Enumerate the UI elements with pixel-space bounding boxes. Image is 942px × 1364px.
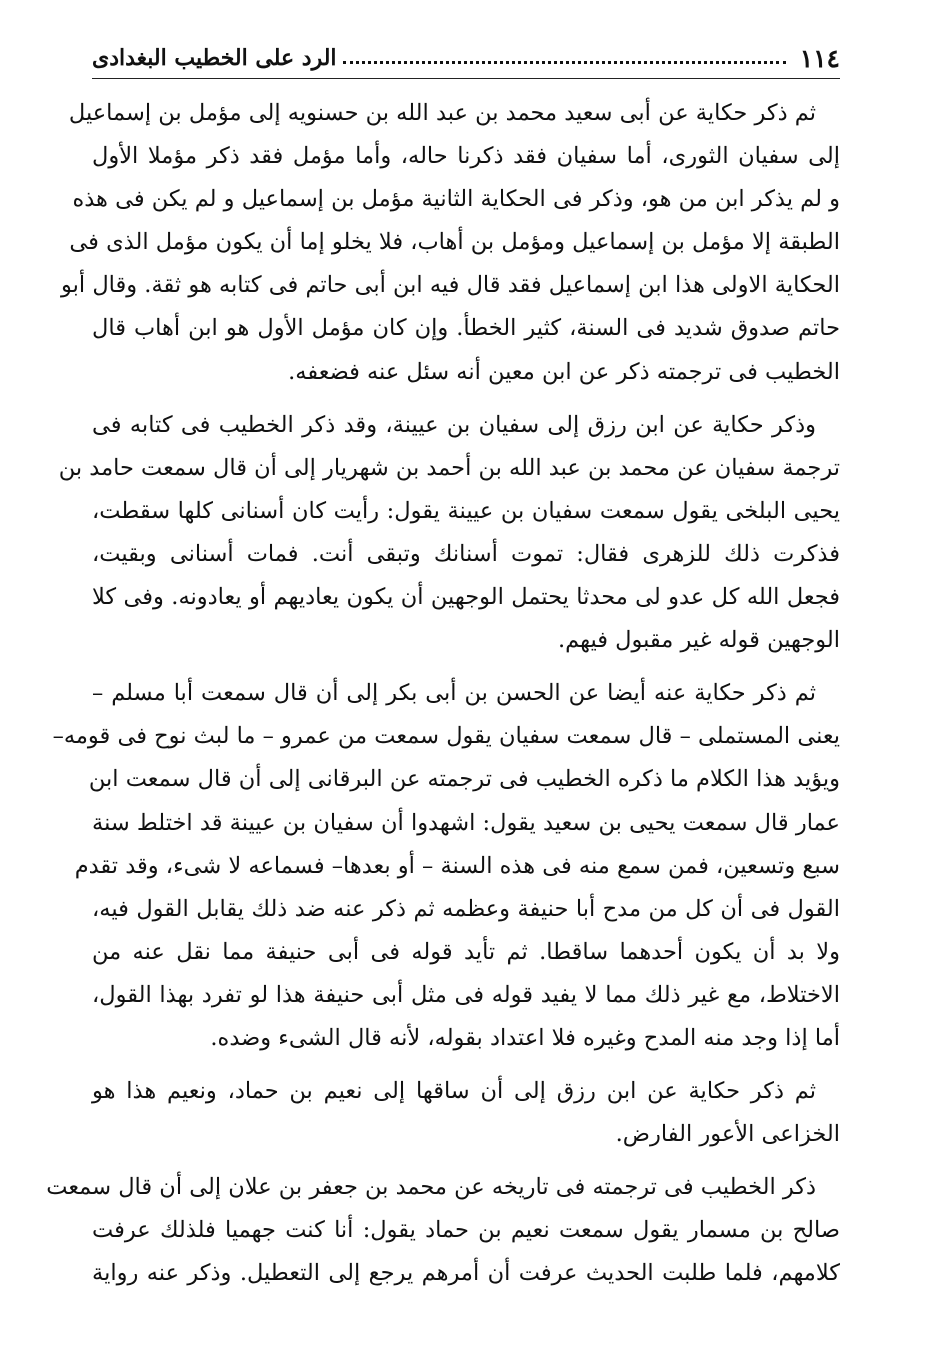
- text-line: فذكرت ذلك للزهرى فقال: تموت أسنانك وتبقى أنت. فمات أسنانى وبقيت،: [92, 540, 840, 567]
- text-line: صالح بن مسمار يقول سمعت نعيم بن حماد يقول: أنا كنت جهميا فلذلك عرفت: [92, 1217, 840, 1244]
- text-line: وذكر حكاية عن ابن رزق إلى سفيان بن عيينة، وقد ذكر الخطيب فى كتابه فى: [92, 411, 816, 438]
- running-title: الرد على الخطيب البغدادى: [92, 45, 337, 71]
- paragraph-3: [52, 672, 840, 1060]
- body-text: [46, 92, 840, 1306]
- text-line: الاختلاط، مع غير ذلك مما لا يفيد قوله فى مثل أبى حنيفة هذا لو تفرد بهذا القول،: [92, 981, 840, 1008]
- text-line: ثم ذكر حكاية عنه أيضا عن الحسن بن أبى بكر إلى أن قال سمعت أبا مسلم –: [92, 680, 816, 707]
- text-line: الخطيب فى ترجمته ذكر عن ابن معين أنه سئل عنه فضعفه.: [288, 358, 840, 385]
- header-dot-leader: [343, 61, 786, 64]
- text-line: إلى سفيان الثورى، أما سفيان فقد ذكرنا حاله، وأما مؤمل فقد ذكر مؤملا الأول: [92, 143, 840, 170]
- text-line: ثم ذكر حكاية عن ابن رزق إلى أن ساقها إلى نعيم بن حماد، ونعيم هذا هو: [92, 1078, 816, 1105]
- text-line: يعنى المستملى – قال سمعت سفيان يقول سمعت من عمرو – ما لبث نوح فى قومه–: [52, 723, 840, 750]
- text-line: حاتم صدوق شديد فى السنة، كثير الخطأ. وإن كان مؤمل الأول هو ابن أهاب قال: [92, 315, 840, 342]
- text-line: سبع وتسعين، فمن سمع منه فى هذه السنة – أو بعدها– فسماعه لا شىء، وقد تقدم: [74, 852, 840, 879]
- page-number: ١١٤: [799, 43, 840, 73]
- paragraph-5: [46, 1166, 840, 1295]
- text-line: ويؤيد هذا الكلام ما ذكره الخطيب فى ترجمته عن البرقانى إلى أن قال سمعت ابن: [88, 766, 840, 793]
- text-line: الوجهين قوله غير مقبول فيهم.: [557, 627, 840, 654]
- text-line: أما إذا وجد منه المدح وغيره فلا اعتداد بقوله، لأنه قال الشىء وضده.: [210, 1024, 840, 1051]
- text-line: و لم يذكر ابن من هو، وذكر فى الحكاية الثانية مؤمل بن إسماعيل و لم يكن فى هذه: [72, 186, 840, 213]
- text-line: الحكاية الاولى هذا ابن إسماعيل فقد قال فيه ابن أبى حاتم فى كتابه هو ثقة. وقال أبو: [61, 272, 840, 299]
- text-line: الطبقة إلا مؤمل بن إسماعيل ومؤمل بن أهاب، فلا يخلو إما أن يكون مؤمل الذى فى: [69, 229, 840, 256]
- paragraph-4: [92, 1070, 840, 1156]
- paragraph-1: [61, 92, 840, 394]
- text-line: كلامهم، فلما طلبت الحديث عرفت أن أمرهم يرجع إلى التعطيل. وذكر عنه رواية: [92, 1260, 840, 1287]
- text-line: ثم ذكر حكاية عن أبى سعيد محمد بن عبد الله بن حسنويه إلى مؤمل بن إسماعيل: [68, 100, 816, 126]
- text-line: يحيى البلخى يقول سمعت سفيان بن عيينة يقول: رأيت كان أسنانى كلها سقطت،: [92, 497, 840, 524]
- text-line: ترجمة سفيان عن محمد بن عبد الله بن أحمد بن شهريار إلى أن قال سمعت حامد بن: [58, 454, 840, 481]
- text-line: القول فى أن كل من مدح أبا حنيفة وعظمه ثم ذكر عنه ضد ذلك يقابل القول فيه،: [92, 895, 840, 922]
- text-line: الخزاعى الأعور الفارض.: [615, 1121, 840, 1148]
- text-line: ذكر الخطيب فى ترجمته فى تاريخه عن محمد بن جعفر بن علان إلى أن قال سمعت: [46, 1174, 816, 1201]
- text-line: فجعل الله كل عدو لى محدثا يحتمل الوجهين أن يكون يعاديهم أو يعادونه. وفى كلا: [92, 584, 840, 611]
- text-line: عمار قال سمعت يحيى بن سعيد يقول: اشهدوا أن سفيان بن عيينة قد اختلط سنة: [92, 809, 840, 836]
- page-header: [92, 38, 840, 79]
- paragraph-2: [58, 404, 840, 663]
- text-line: ولا بد أن يكون أحدهما ساقطا. ثم تأيد قوله فى أبى حنيفة مما نقل عنه من: [92, 938, 840, 965]
